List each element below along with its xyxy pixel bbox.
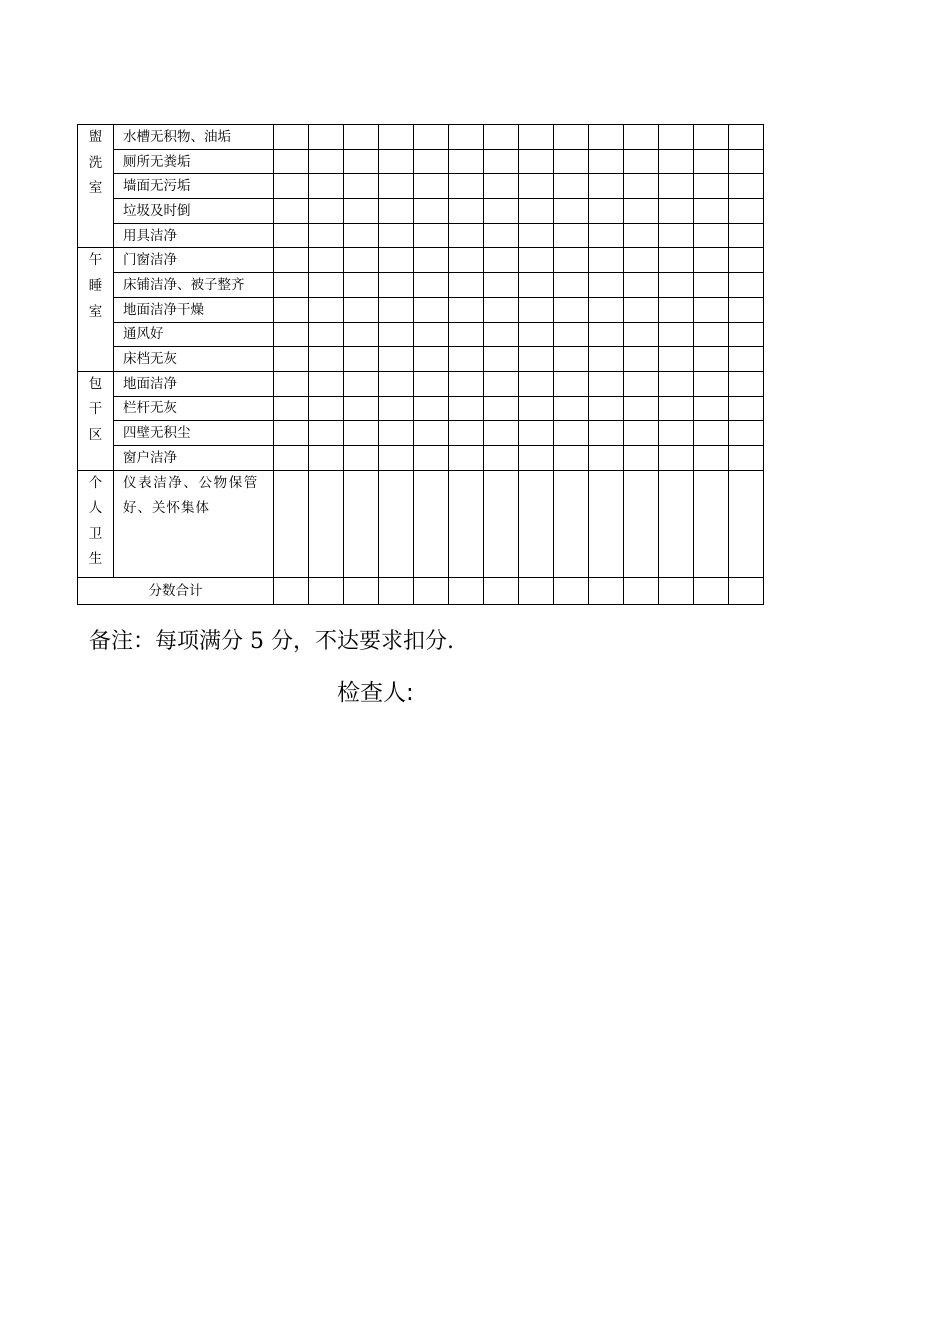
score-cell[interactable]	[554, 297, 589, 322]
category-cell	[78, 125, 114, 248]
score-cell[interactable]	[379, 149, 414, 174]
score-cell[interactable]	[484, 199, 519, 224]
score-cell[interactable]	[484, 322, 519, 347]
score-cell[interactable]	[554, 396, 589, 421]
score-cell[interactable]	[484, 273, 519, 298]
score-cell[interactable]	[484, 396, 519, 421]
score-cell[interactable]	[484, 248, 519, 273]
total-score-cell[interactable]	[554, 578, 589, 605]
score-cell[interactable]	[694, 199, 729, 224]
score-cell[interactable]	[624, 223, 659, 248]
score-cell[interactable]	[624, 248, 659, 273]
score-cell[interactable]	[379, 174, 414, 199]
score-cell[interactable]	[309, 223, 344, 248]
total-score-cell[interactable]	[589, 578, 624, 605]
score-cell[interactable]	[589, 470, 624, 577]
score-cell[interactable]	[414, 470, 449, 577]
score-cell[interactable]	[554, 149, 589, 174]
score-cell[interactable]	[414, 347, 449, 372]
score-cell[interactable]	[659, 125, 694, 150]
score-cell[interactable]	[309, 149, 344, 174]
score-cell[interactable]	[729, 322, 764, 347]
score-cell[interactable]	[274, 174, 309, 199]
score-cell[interactable]	[274, 322, 309, 347]
category-char: 生	[88, 551, 103, 568]
score-cell[interactable]	[554, 248, 589, 273]
remark-note: 备注：每项满分 5 分，不达要求扣分.	[89, 629, 454, 654]
item-cell: 地面洁净	[114, 371, 274, 396]
score-cell[interactable]	[344, 396, 379, 421]
score-cell[interactable]	[379, 273, 414, 298]
score-cell[interactable]	[694, 125, 729, 150]
category-char: 卫	[88, 525, 103, 542]
score-cell[interactable]	[449, 125, 484, 150]
score-cell[interactable]	[589, 396, 624, 421]
score-cell[interactable]	[694, 371, 729, 396]
table-row	[78, 199, 764, 224]
table-row	[78, 149, 764, 174]
score-cell[interactable]	[554, 273, 589, 298]
score-cell[interactable]	[309, 445, 344, 470]
total-score-cell[interactable]	[379, 578, 414, 605]
score-cell[interactable]	[519, 445, 554, 470]
total-score-cell[interactable]	[624, 578, 659, 605]
table-row	[78, 371, 764, 396]
score-cell[interactable]	[694, 223, 729, 248]
score-cell[interactable]	[589, 149, 624, 174]
item-cell: 床档无灰	[114, 347, 274, 372]
score-cell[interactable]	[729, 470, 764, 577]
score-cell[interactable]	[624, 125, 659, 150]
score-cell[interactable]	[379, 248, 414, 273]
total-label: 分数合计	[78, 578, 274, 605]
score-cell[interactable]	[344, 223, 379, 248]
score-cell[interactable]	[449, 470, 484, 577]
score-cell[interactable]	[274, 371, 309, 396]
score-cell[interactable]	[414, 174, 449, 199]
score-cell[interactable]	[659, 223, 694, 248]
score-cell[interactable]	[414, 371, 449, 396]
total-score-cell[interactable]	[659, 578, 694, 605]
score-cell[interactable]	[414, 199, 449, 224]
score-cell[interactable]	[379, 421, 414, 446]
score-cell[interactable]	[589, 445, 624, 470]
score-cell[interactable]	[624, 347, 659, 372]
score-cell[interactable]	[624, 445, 659, 470]
category-char: 区	[88, 427, 103, 444]
score-cell[interactable]	[729, 174, 764, 199]
score-cell[interactable]	[484, 223, 519, 248]
total-score-cell[interactable]	[729, 578, 764, 605]
category-char: 盥	[88, 129, 103, 145]
score-cell[interactable]	[519, 421, 554, 446]
item-cell: 通风好	[114, 322, 274, 347]
score-cell[interactable]	[414, 248, 449, 273]
table-row	[78, 396, 764, 421]
score-cell[interactable]	[589, 174, 624, 199]
score-cell[interactable]	[449, 297, 484, 322]
item-cell: 门窗洁净	[114, 248, 274, 273]
score-cell[interactable]	[659, 470, 694, 577]
score-cell[interactable]	[344, 470, 379, 577]
score-cell[interactable]	[659, 347, 694, 372]
score-cell[interactable]	[589, 322, 624, 347]
score-cell[interactable]	[554, 174, 589, 199]
score-cell[interactable]	[694, 174, 729, 199]
score-cell[interactable]	[449, 174, 484, 199]
score-cell[interactable]	[309, 297, 344, 322]
item-cell: 水槽无积物、油垢	[114, 125, 274, 150]
score-cell[interactable]	[694, 149, 729, 174]
score-cell[interactable]	[379, 347, 414, 372]
score-cell[interactable]	[274, 149, 309, 174]
score-cell[interactable]	[449, 322, 484, 347]
item-cell: 墙面无污垢	[114, 174, 274, 199]
score-cell[interactable]	[554, 322, 589, 347]
score-cell[interactable]	[414, 297, 449, 322]
score-cell[interactable]	[694, 347, 729, 372]
score-cell[interactable]	[589, 371, 624, 396]
score-cell[interactable]	[519, 396, 554, 421]
score-cell[interactable]	[449, 273, 484, 298]
score-cell[interactable]	[484, 445, 519, 470]
score-cell[interactable]	[449, 248, 484, 273]
category-char: 人	[88, 500, 103, 517]
score-cell[interactable]	[694, 322, 729, 347]
category-cell	[78, 470, 114, 577]
item-line: 仪表洁净、公物保管	[123, 474, 259, 491]
table-row	[78, 125, 764, 150]
score-cell[interactable]	[274, 396, 309, 421]
score-cell[interactable]	[344, 297, 379, 322]
score-cell[interactable]	[309, 396, 344, 421]
score-cell[interactable]	[554, 347, 589, 372]
score-cell[interactable]	[414, 149, 449, 174]
score-cell[interactable]	[414, 421, 449, 446]
score-cell[interactable]	[274, 125, 309, 150]
category-cell	[78, 371, 114, 470]
score-cell[interactable]	[519, 199, 554, 224]
score-cell[interactable]	[344, 125, 379, 150]
category-char: 干	[88, 401, 103, 418]
total-score-cell[interactable]	[519, 578, 554, 605]
category-char: 睡	[88, 278, 103, 295]
score-cell[interactable]	[729, 297, 764, 322]
score-cell[interactable]	[729, 445, 764, 470]
score-cell[interactable]	[519, 149, 554, 174]
score-cell[interactable]	[414, 445, 449, 470]
score-cell[interactable]	[554, 445, 589, 470]
score-cell[interactable]	[694, 470, 729, 577]
score-cell[interactable]	[344, 421, 379, 446]
score-cell[interactable]	[659, 297, 694, 322]
score-cell[interactable]	[659, 396, 694, 421]
score-cell[interactable]	[274, 248, 309, 273]
total-score-cell[interactable]	[309, 578, 344, 605]
score-cell[interactable]	[729, 248, 764, 273]
score-cell[interactable]	[449, 149, 484, 174]
score-cell[interactable]	[344, 174, 379, 199]
score-cell[interactable]	[694, 445, 729, 470]
item-cell: 四壁无积尘	[114, 421, 274, 446]
score-cell[interactable]	[414, 223, 449, 248]
score-cell[interactable]	[274, 445, 309, 470]
score-cell[interactable]	[519, 273, 554, 298]
score-cell[interactable]	[624, 174, 659, 199]
score-cell[interactable]	[624, 421, 659, 446]
score-cell[interactable]	[624, 322, 659, 347]
score-cell[interactable]	[309, 248, 344, 273]
score-cell[interactable]	[379, 470, 414, 577]
total-row	[78, 578, 764, 605]
score-cell[interactable]	[344, 273, 379, 298]
score-cell[interactable]	[309, 371, 344, 396]
score-cell[interactable]	[344, 445, 379, 470]
score-cell[interactable]	[589, 421, 624, 446]
score-cell[interactable]	[344, 149, 379, 174]
score-cell[interactable]	[309, 470, 344, 577]
score-cell[interactable]	[694, 273, 729, 298]
score-cell[interactable]	[379, 125, 414, 150]
score-cell[interactable]	[274, 421, 309, 446]
score-cell[interactable]	[344, 199, 379, 224]
score-cell[interactable]	[484, 421, 519, 446]
score-cell[interactable]	[449, 199, 484, 224]
table-row	[78, 421, 764, 446]
score-cell[interactable]	[309, 322, 344, 347]
score-cell[interactable]	[659, 371, 694, 396]
score-cell[interactable]	[344, 347, 379, 372]
score-cell[interactable]	[519, 297, 554, 322]
score-cell[interactable]	[309, 273, 344, 298]
score-cell[interactable]	[449, 371, 484, 396]
score-cell[interactable]	[624, 371, 659, 396]
score-cell[interactable]	[659, 174, 694, 199]
total-score-cell[interactable]	[344, 578, 379, 605]
score-cell[interactable]	[449, 223, 484, 248]
score-cell[interactable]	[659, 421, 694, 446]
score-cell[interactable]	[344, 248, 379, 273]
table-row	[78, 470, 764, 577]
score-cell[interactable]	[344, 322, 379, 347]
score-cell[interactable]	[309, 125, 344, 150]
score-cell[interactable]	[519, 470, 554, 577]
score-cell[interactable]	[659, 248, 694, 273]
item-cell: 地面洁净干燥	[114, 297, 274, 322]
score-cell[interactable]	[624, 470, 659, 577]
score-cell[interactable]	[589, 273, 624, 298]
category-char: 午	[88, 252, 103, 269]
score-cell[interactable]	[484, 371, 519, 396]
score-cell[interactable]	[624, 149, 659, 174]
score-cell[interactable]	[274, 223, 309, 248]
score-cell[interactable]	[484, 149, 519, 174]
table-row	[78, 347, 764, 372]
score-cell[interactable]	[624, 273, 659, 298]
item-cell	[114, 470, 274, 577]
total-score-cell[interactable]	[274, 578, 309, 605]
category-cell	[78, 248, 114, 371]
item-cell: 垃圾及时倒	[114, 199, 274, 224]
score-cell[interactable]	[659, 273, 694, 298]
score-cell[interactable]	[484, 347, 519, 372]
score-cell[interactable]	[449, 445, 484, 470]
score-cell[interactable]	[589, 297, 624, 322]
score-cell[interactable]	[624, 297, 659, 322]
score-cell[interactable]	[519, 371, 554, 396]
score-cell[interactable]	[554, 125, 589, 150]
table-row	[78, 297, 764, 322]
score-cell[interactable]	[449, 421, 484, 446]
score-cell[interactable]	[589, 125, 624, 150]
item-cell: 栏杆无灰	[114, 396, 274, 421]
category-char: 包	[88, 375, 103, 392]
item-line: 好、关怀集体	[123, 500, 210, 517]
score-cell[interactable]	[519, 125, 554, 150]
table-row	[78, 322, 764, 347]
score-cell[interactable]	[519, 347, 554, 372]
score-cell[interactable]	[379, 199, 414, 224]
score-cell[interactable]	[484, 174, 519, 199]
score-cell[interactable]	[589, 223, 624, 248]
score-cell[interactable]	[414, 125, 449, 150]
score-cell[interactable]	[379, 371, 414, 396]
category-char: 室	[88, 303, 103, 320]
score-cell[interactable]	[729, 371, 764, 396]
score-cell[interactable]	[309, 199, 344, 224]
score-cell[interactable]	[729, 421, 764, 446]
score-cell[interactable]	[694, 248, 729, 273]
item-cell: 床铺洁净、被子整齐	[114, 273, 274, 298]
category-char: 洗	[88, 154, 103, 171]
score-cell[interactable]	[484, 297, 519, 322]
score-cell[interactable]	[274, 297, 309, 322]
table-row	[78, 445, 764, 470]
score-cell[interactable]	[414, 273, 449, 298]
score-cell[interactable]	[379, 445, 414, 470]
score-cell[interactable]	[659, 445, 694, 470]
score-cell[interactable]	[274, 470, 309, 577]
score-cell[interactable]	[519, 248, 554, 273]
inspector-label: 检查人:	[337, 680, 414, 706]
score-cell[interactable]	[554, 470, 589, 577]
score-cell[interactable]	[379, 223, 414, 248]
score-cell[interactable]	[729, 125, 764, 150]
score-cell[interactable]	[379, 322, 414, 347]
score-cell[interactable]	[554, 199, 589, 224]
score-cell[interactable]	[589, 248, 624, 273]
score-cell[interactable]	[729, 223, 764, 248]
score-cell[interactable]	[624, 396, 659, 421]
score-cell[interactable]	[729, 199, 764, 224]
category-char: 室	[88, 180, 103, 197]
inspection-table	[77, 124, 764, 605]
score-cell[interactable]	[519, 223, 554, 248]
score-cell[interactable]	[589, 199, 624, 224]
score-cell[interactable]	[694, 421, 729, 446]
score-cell[interactable]	[449, 347, 484, 372]
score-cell[interactable]	[659, 199, 694, 224]
score-cell[interactable]	[589, 347, 624, 372]
total-score-cell[interactable]	[694, 578, 729, 605]
total-score-cell[interactable]	[449, 578, 484, 605]
score-cell[interactable]	[309, 347, 344, 372]
score-cell[interactable]	[659, 149, 694, 174]
score-cell[interactable]	[694, 297, 729, 322]
score-cell[interactable]	[519, 322, 554, 347]
table-row	[78, 223, 764, 248]
score-cell[interactable]	[554, 223, 589, 248]
score-cell[interactable]	[729, 273, 764, 298]
score-cell[interactable]	[554, 371, 589, 396]
score-cell[interactable]	[624, 199, 659, 224]
score-cell[interactable]	[519, 174, 554, 199]
item-cell: 窗户洁净	[114, 445, 274, 470]
score-cell[interactable]	[484, 125, 519, 150]
score-cell[interactable]	[694, 396, 729, 421]
table-row	[78, 174, 764, 199]
score-cell[interactable]	[414, 396, 449, 421]
score-cell[interactable]	[729, 347, 764, 372]
score-cell[interactable]	[379, 396, 414, 421]
score-cell[interactable]	[554, 421, 589, 446]
score-cell[interactable]	[414, 322, 449, 347]
score-cell[interactable]	[729, 396, 764, 421]
score-cell[interactable]	[274, 347, 309, 372]
total-score-cell[interactable]	[414, 578, 449, 605]
score-cell[interactable]	[379, 297, 414, 322]
score-cell[interactable]	[449, 396, 484, 421]
score-cell[interactable]	[659, 322, 694, 347]
score-cell[interactable]	[309, 421, 344, 446]
score-cell[interactable]	[309, 174, 344, 199]
item-cell: 用具洁净	[114, 223, 274, 248]
score-cell[interactable]	[274, 273, 309, 298]
item-cell: 厕所无粪垢	[114, 149, 274, 174]
score-cell[interactable]	[729, 149, 764, 174]
category-char: 个	[88, 474, 103, 491]
score-cell[interactable]	[344, 371, 379, 396]
table-row	[78, 248, 764, 273]
total-score-cell[interactable]	[484, 578, 519, 605]
score-cell[interactable]	[484, 470, 519, 577]
table-row	[78, 273, 764, 298]
score-cell[interactable]	[274, 199, 309, 224]
